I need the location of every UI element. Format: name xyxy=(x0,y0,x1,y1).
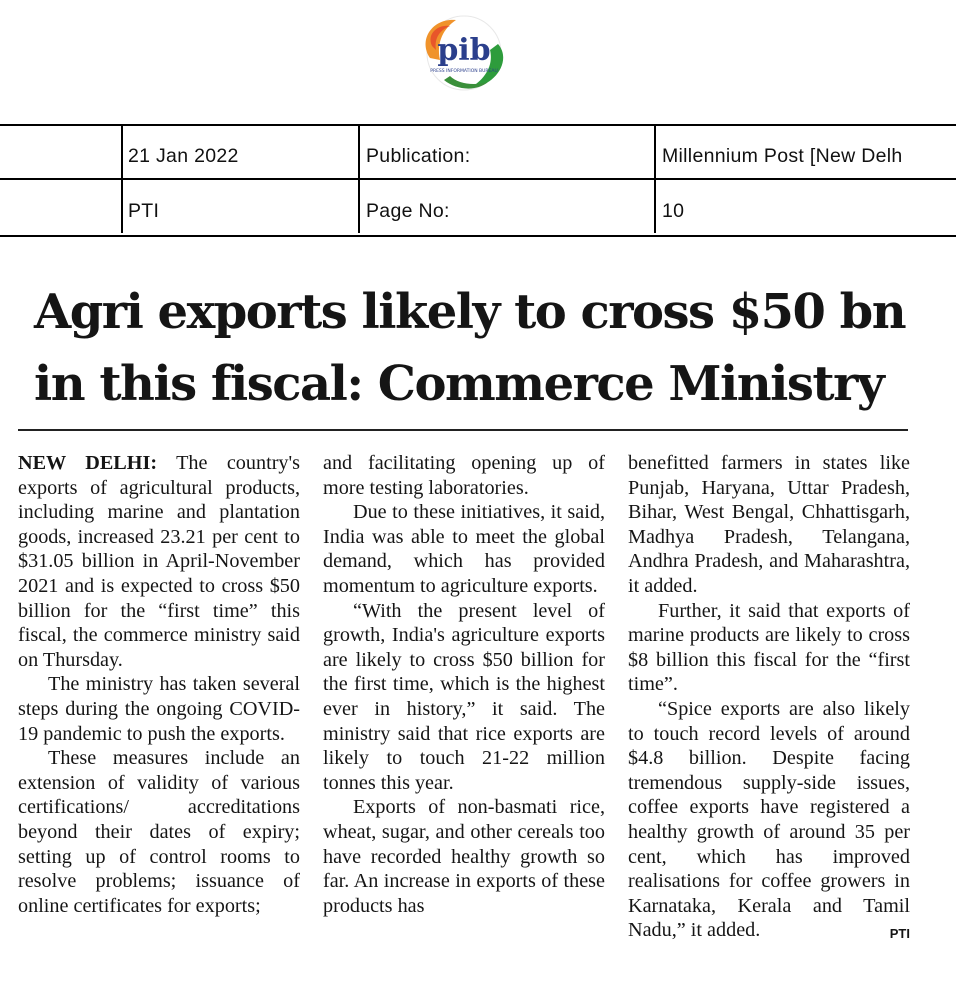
page-label: Page No: xyxy=(366,200,450,222)
source-value: PTI xyxy=(128,200,160,222)
paragraph: Further, it said that exports of marine products are likely to cross $8 billion this fiscal for the “first time”. xyxy=(628,599,910,696)
logo-text: pib xyxy=(437,33,491,68)
paragraph-text: “Spice exports are also likely to touch record levels of around $4.8 billion. Despite facing tremendous supply-side issues, coffee exports have registered a healthy growth of around 35 per cent, which has improved realisations for coffee growers in Karnataka, Kerala and Tamil Nadu,” it added. xyxy=(628,697,910,942)
paragraph xyxy=(628,697,910,943)
metadata-table xyxy=(0,124,956,237)
headline xyxy=(34,276,934,420)
paragraph: benefitted farmers in states like Punjab, Haryana, Uttar Pradesh, Bihar, West Bengal, Chhattisgarh, Madhya Pradesh, Telangana, Andhra Pradesh, and Maharashtra, it added. xyxy=(628,452,910,597)
date-value: 21 Jan 2022 xyxy=(128,145,239,167)
page-value: 10 xyxy=(662,200,685,222)
dateline: NEW DELHI: xyxy=(18,452,158,474)
table-divider xyxy=(654,124,656,233)
logo-subtext: PRESS INFORMATION BUREAU xyxy=(430,69,498,74)
paragraph-text: The country's exports of agricultural products, including marine and plantation goods, increased 23.21 per cent to $31.05 billion in April-November 2021 and is expected to cross $50 billion for the “first time” this fiscal, the commerce ministry said on Thursday. xyxy=(18,452,301,671)
headline-line-1: Agri exports likely to cross $50 bn xyxy=(34,284,906,340)
paragraph: The ministry has taken several steps during the ongoing COVID-19 pandemic to push the exports. xyxy=(18,673,300,745)
headline-rule xyxy=(18,429,908,431)
publication-label: Publication: xyxy=(366,145,471,167)
article-column-3 xyxy=(628,451,910,947)
paragraph: These measures include an extension of validity of various certifications/ accreditations beyond their dates of expiry; setting up of control rooms to resolve problems; issuance of online certificates for exports; xyxy=(18,747,300,917)
byline: PTI xyxy=(889,926,910,942)
headline-line-2: in this fiscal: Commerce Ministry xyxy=(34,356,884,412)
pib-logo xyxy=(410,10,518,96)
paragraph: Exports of non-basmati rice, wheat, sugar, and other cereals too have recorded healthy growth so far. An increase in exports of these products has xyxy=(323,796,605,917)
metadata-row-date xyxy=(0,126,956,180)
publication-value: Millennium Post [New Delh xyxy=(662,145,903,167)
paragraph: “With the present level of growth, India's agriculture exports are likely to cross $50 billion for the first time, which is the highest ever in history,” it said. The ministry said that rice exports are likely to touch 21-22 million tonnes this year. xyxy=(323,599,605,794)
table-divider xyxy=(358,124,360,233)
metadata-row-source xyxy=(0,180,956,232)
paragraph: and facilitating opening up of more testing laboratories. xyxy=(323,452,605,499)
paragraph: Due to these initiatives, it said, India was able to meet the global demand, which has provided momentum to agriculture exports. xyxy=(323,501,605,597)
table-divider xyxy=(121,124,123,233)
article-column-2 xyxy=(323,451,605,918)
article-column-1 xyxy=(18,451,300,918)
paragraph xyxy=(18,451,300,672)
